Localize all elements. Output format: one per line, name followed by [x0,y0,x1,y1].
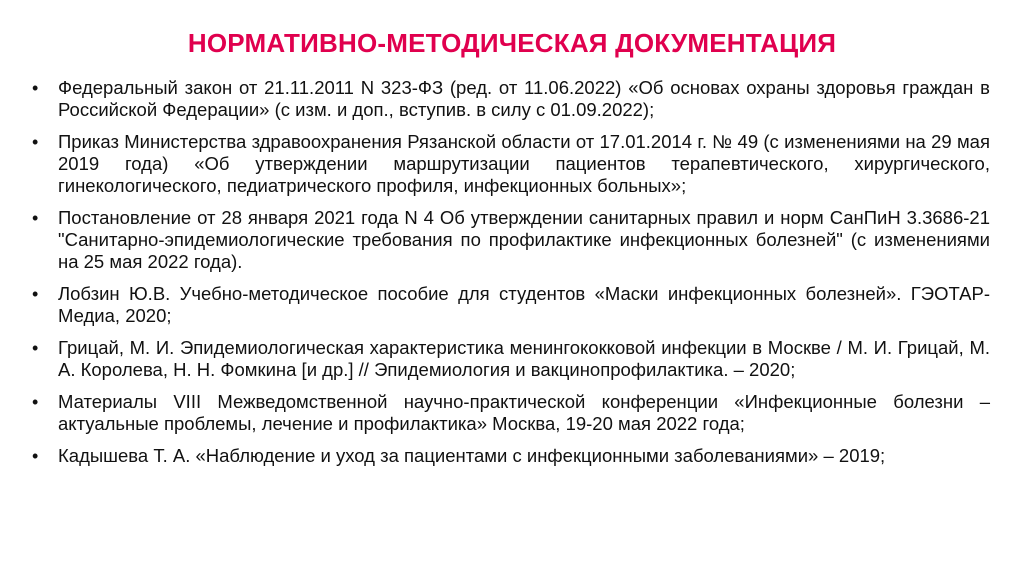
list-item [30,207,990,273]
bullet-icon: • [32,446,39,466]
list-item-text: Материалы VIII Межведомственной научно-практической конференции «Инфекционные болезни – актуальные проблемы, лечение и профилактика» Москва, 19-20 мая 2022 года; [58,391,990,434]
list-item [30,131,990,197]
bullet-icon: • [32,392,39,412]
bullet-icon: • [32,208,39,228]
bullet-icon: • [32,78,39,98]
slide-title: НОРМАТИВНО-МЕТОДИЧЕСКАЯ ДОКУМЕНТАЦИЯ [187,28,837,58]
list-item [30,77,990,121]
list-item [30,445,990,467]
list-item [30,337,990,381]
bullet-icon: • [32,338,39,358]
list-item [30,283,990,327]
list-item-text: Федеральный закон от 21.11.2011 N 323-ФЗ (ред. от 11.06.2022) «Об основах охраны здоровья граждан в Российской Федерации» (с изм. и доп., вступив. в силу с 01.09.2022); [58,77,990,120]
list-item-text: Кадышева Т. А. «Наблюдение и уход за пациентами с инфекционными заболеваниями» – 2019; [58,445,886,466]
document-list [30,77,990,477]
bullet-icon: • [32,284,39,304]
list-item-text: Приказ Министерства здравоохранения Рязанской области от 17.01.2014 г. № 49 (с изменениями на 29 мая 2019 года) «Об утверждении маршрутизации пациентов терапевтического, хирургического, гинекологического, педиатрического профиля, инфекционных больных»; [58,131,990,196]
list-item [30,391,990,435]
list-item-text: Грицай, М. И. Эпидемиологическая характеристика менингококковой инфекции в Москве / М. И. Грицай, М. А. Королева, Н. Н. Фомкина [и др.] // Эпидемиология и вакцинопрофилактика. – 2020; [58,337,990,380]
bullet-icon: • [32,132,39,152]
list-item-text: Постановление от 28 января 2021 года N 4 Об утверждении санитарных правил и норм СанПиН 3.3686-21 "Санитарно-эпидемиологические требования по профилактике инфекционных болезней" (с изменениями на 25 мая 2022 года). [58,207,990,272]
list-item-text: Лобзин Ю.В. Учебно-методическое пособие для студентов «Маски инфекционных болезней». ГЭОТАР-Медиа, 2020; [58,283,990,326]
